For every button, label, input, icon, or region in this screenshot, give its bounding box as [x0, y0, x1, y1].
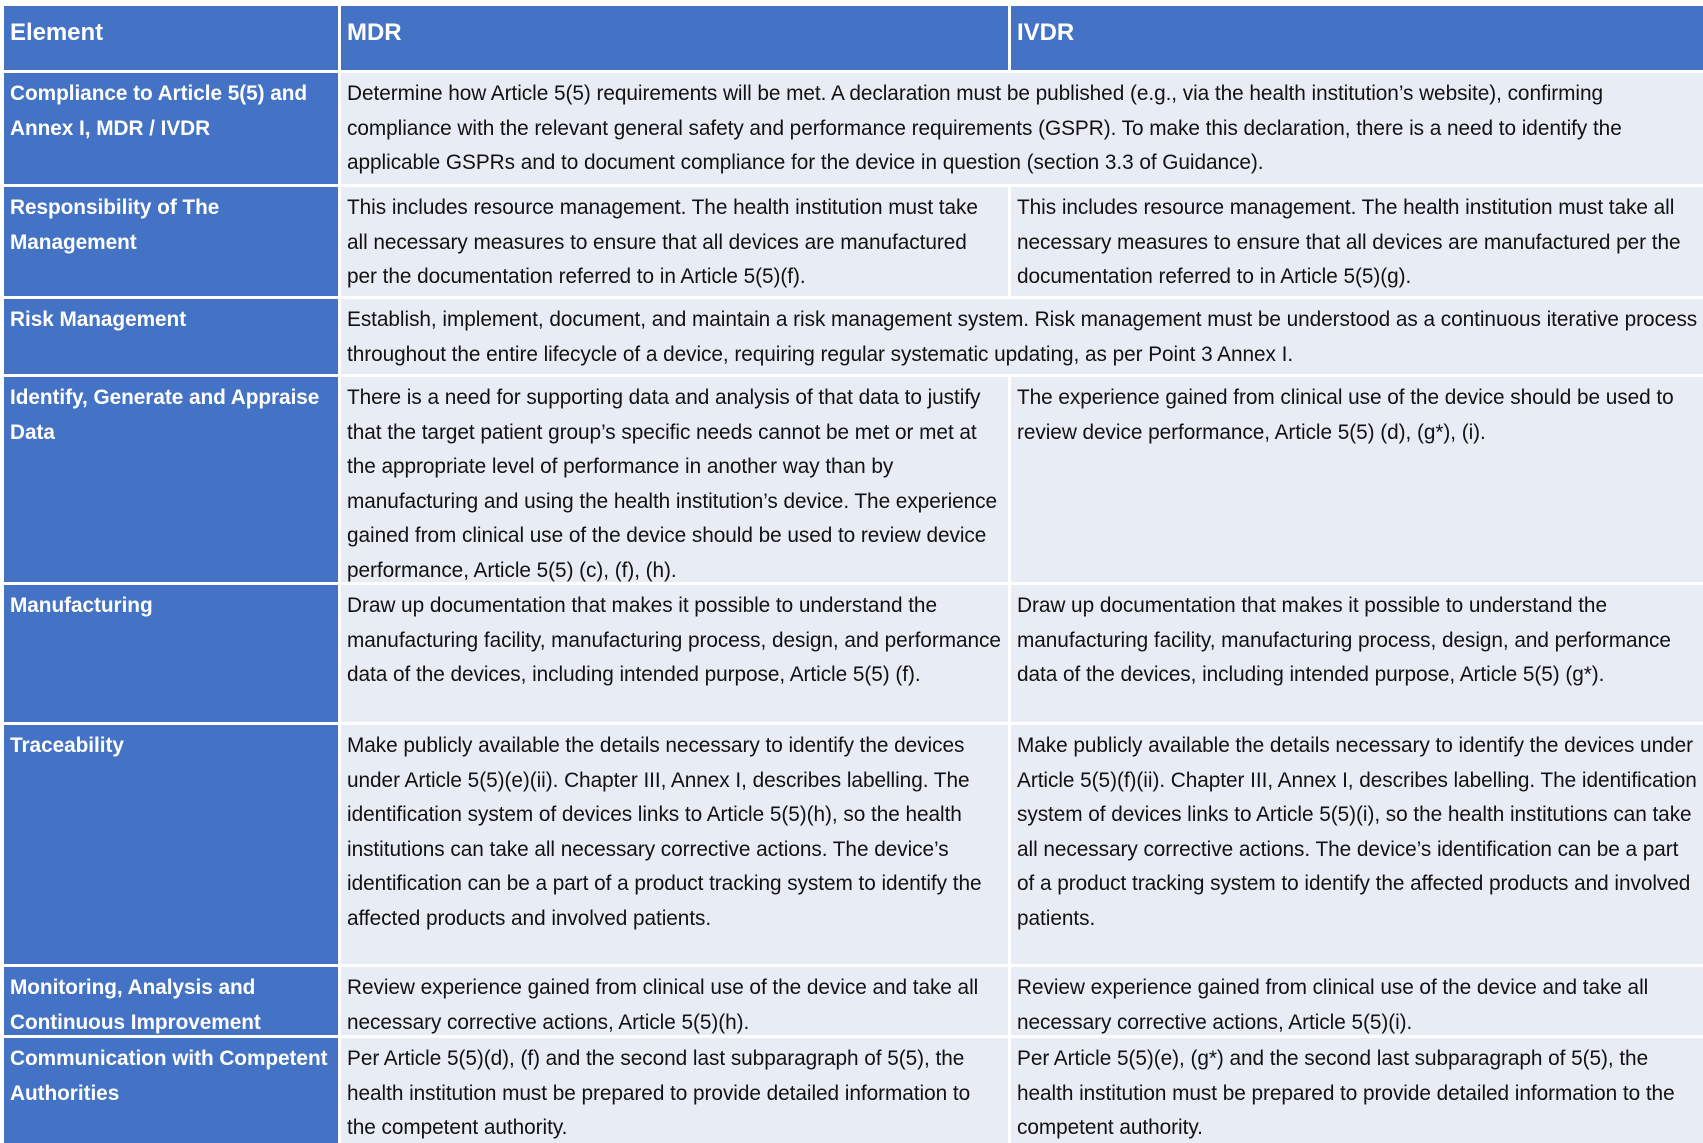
row-mdr-responsibility: This includes resource management. The health institution must take all necessary measures to ensure that all devices are manufactured per the documentation referred to in Article 5(5)(f).	[341, 187, 1008, 296]
row-mdr-manufacturing: Draw up documentation that makes it possible to understand the manufacturing facility, manufacturing process, design, and performance data of the devices, including intended purpose, Article 5(5) (f).	[341, 585, 1008, 722]
comparison-table	[4, 6, 1699, 1143]
row-ivdr-communication: Per Article 5(5)(e), (g*) and the second last subparagraph of 5(5), the health institution must be prepared to provide detailed information to the competent authority.	[1011, 1038, 1703, 1143]
row-ivdr-manufacturing: Draw up documentation that makes it possible to understand the manufacturing facility, manufacturing process, design, and performance data of the devices, including intended purpose, Article 5(5) (g*).	[1011, 585, 1703, 722]
row-mdr-monitoring: Review experience gained from clinical use of the device and take all necessary corrective actions, Article 5(5)(h).	[341, 967, 1008, 1035]
row-element-compliance: Compliance to Article 5(5) and Annex I, MDR / IVDR	[4, 73, 338, 184]
header-element: Element	[4, 6, 338, 70]
row-mdr-communication: Per Article 5(5)(d), (f) and the second last subparagraph of 5(5), the health institution must be prepared to provide detailed information to the competent authority.	[341, 1038, 1008, 1143]
row-ivdr-traceability: Make publicly available the details necessary to identify the devices under Article 5(5)(f)(ii). Chapter III, Annex I, describes labelling. The identification system of devices links to Article 5(5)(i), so the health institutions can take all necessary corrective actions. The device’s identification can be a part of a product tracking system to identify the affected products and involved patients.	[1011, 725, 1703, 964]
row-element-communication: Communication with Competent Authorities	[4, 1038, 338, 1143]
header-ivdr: IVDR	[1011, 6, 1703, 70]
row-element-data: Identify, Generate and Appraise Data	[4, 377, 338, 582]
row-element-risk-management: Risk Management	[4, 299, 338, 374]
row-ivdr-responsibility: This includes resource management. The health institution must take all necessary measures to ensure that all devices are manufactured per the documentation referred to in Article 5(5)(g).	[1011, 187, 1703, 296]
row-text-risk-management: Establish, implement, document, and maintain a risk management system. Risk management must be understood as a continuous iterative process throughout the entire lifecycle of a device, requiring regular systematic updating, as per Point 3 Annex I.	[341, 299, 1703, 374]
row-element-traceability: Traceability	[4, 725, 338, 964]
row-ivdr-monitoring: Review experience gained from clinical use of the device and take all necessary corrective actions, Article 5(5)(i).	[1011, 967, 1703, 1035]
row-ivdr-data: The experience gained from clinical use of the device should be used to review device performance, Article 5(5) (d), (g*), (i).	[1011, 377, 1703, 582]
row-mdr-traceability: Make publicly available the details necessary to identify the devices under Article 5(5)(e)(ii). Chapter III, Annex I, describes labelling. The identification system of devices links to Article 5(5)(h), so the health institutions can take all necessary corrective actions. The device’s identification can be a part of a product tracking system to identify the affected products and involved patients.	[341, 725, 1008, 964]
row-element-manufacturing: Manufacturing	[4, 585, 338, 722]
row-element-monitoring: Monitoring, Analysis and Continuous Improvement	[4, 967, 338, 1035]
header-mdr: MDR	[341, 6, 1008, 70]
row-text-compliance: Determine how Article 5(5) requirements will be met. A declaration must be published (e.g., via the health institution’s website), confirming compliance with the relevant general safety and performance requirements (GSPR). To make this declaration, there is a need to identify the applicable GSPRs and to document compliance for the device in question (section 3.3 of Guidance).	[341, 73, 1703, 184]
row-mdr-data: There is a need for supporting data and analysis of that data to justify that the target patient group’s specific needs cannot be met or met at the appropriate level of performance in another way than by manufacturing and using the health institution’s device. The experience gained from clinical use of the device should be used to review device performance, Article 5(5) (c), (f), (h).	[341, 377, 1008, 582]
row-element-responsibility: Responsibility of The Management	[4, 187, 338, 296]
